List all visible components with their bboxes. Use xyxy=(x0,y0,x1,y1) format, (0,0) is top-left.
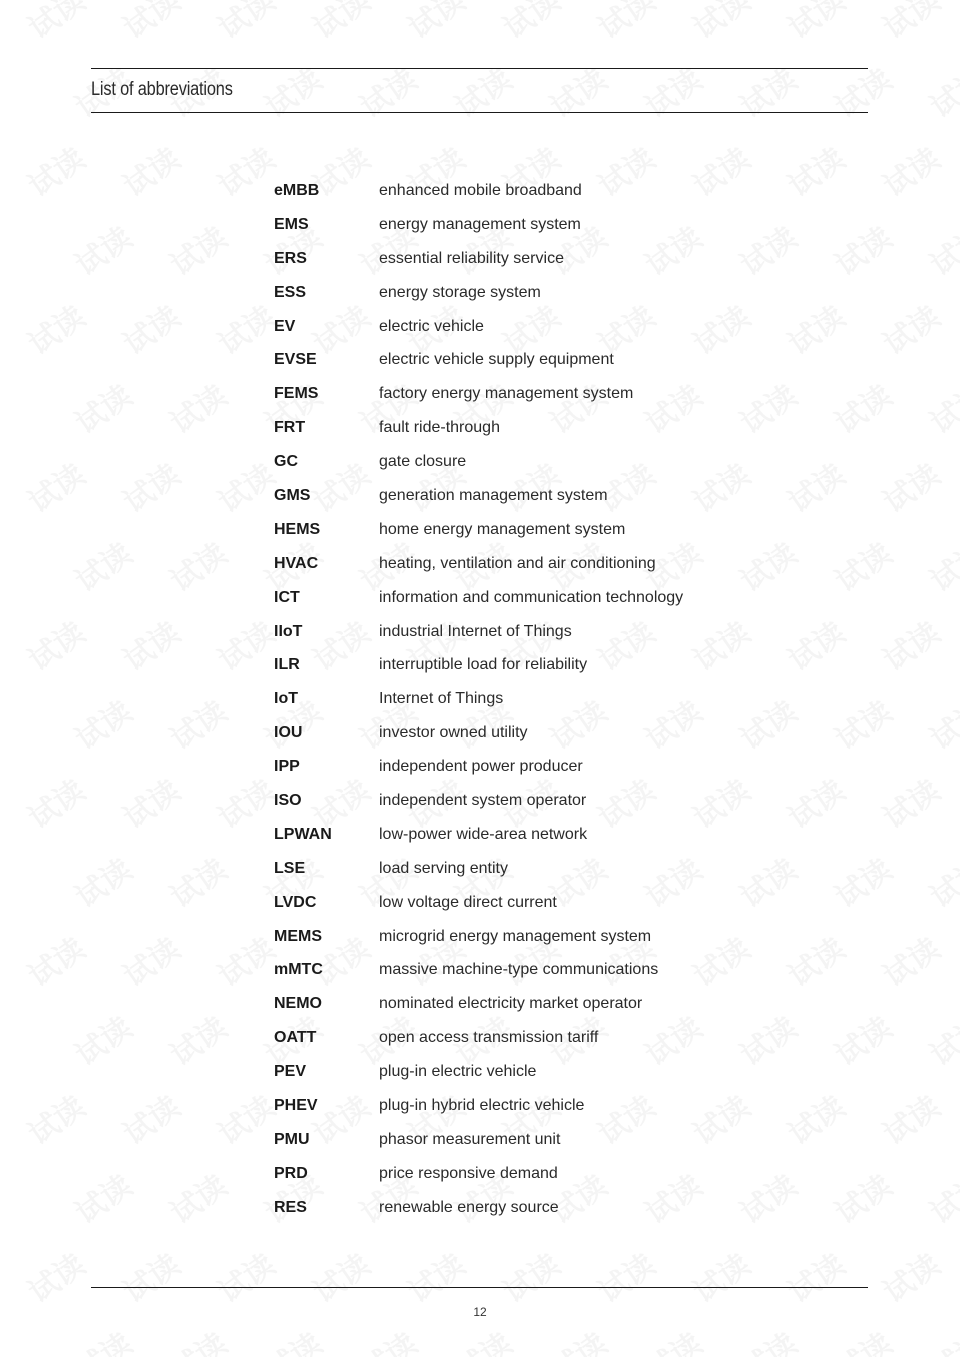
watermark-glyph xyxy=(873,135,947,205)
watermark-glyph xyxy=(350,1320,424,1357)
watermark-glyph xyxy=(398,1241,472,1311)
watermark-glyph xyxy=(303,1241,377,1311)
abbreviation-row xyxy=(274,987,834,1021)
abbreviation-term: PMU xyxy=(274,1130,310,1148)
abbreviation-term: PHEV xyxy=(274,1096,318,1114)
watermark-glyph xyxy=(445,1320,519,1357)
watermark-glyph xyxy=(113,293,187,363)
abbreviation-definition: open access transmission tariff xyxy=(379,1029,599,1047)
abbreviation-definition: interruptible load for reliability xyxy=(379,656,588,674)
watermark-glyph xyxy=(540,56,614,126)
abbreviation-term: HVAC xyxy=(274,554,319,572)
abbreviation-definition: phasor measurement unit xyxy=(379,1130,561,1148)
watermark-glyph xyxy=(778,0,852,47)
watermark-glyph xyxy=(113,609,187,679)
abbreviation-row xyxy=(274,920,834,954)
watermark-glyph xyxy=(588,1241,662,1311)
watermark-glyph xyxy=(255,1320,329,1357)
abbreviation-row xyxy=(274,411,834,445)
abbreviation-definition: low-power wide-area network xyxy=(379,825,588,843)
abbreviation-definition: fault ride-through xyxy=(379,419,500,437)
watermark-glyph xyxy=(825,56,899,126)
watermark-glyph xyxy=(208,293,282,363)
watermark-glyph xyxy=(825,688,899,758)
watermark-glyph xyxy=(920,214,960,284)
watermark-glyph xyxy=(873,1241,947,1311)
abbreviation-term: LSE xyxy=(274,859,306,877)
abbreviation-row xyxy=(274,886,834,920)
abbreviation-definition: energy storage system xyxy=(379,283,541,301)
watermark-glyph xyxy=(825,530,899,600)
watermark-glyph xyxy=(683,1241,757,1311)
watermark-glyph xyxy=(18,925,92,995)
abbreviation-row xyxy=(274,310,834,344)
abbreviation-definition: industrial Internet of Things xyxy=(379,622,572,640)
watermark-glyph xyxy=(920,1162,960,1232)
abbreviation-definition: home energy management system xyxy=(379,520,626,538)
abbreviation-definition: massive machine-type communications xyxy=(379,961,659,979)
abbreviation-term: PRD xyxy=(274,1164,308,1182)
watermark-glyph xyxy=(113,0,187,47)
abbreviation-definition: information and communication technology xyxy=(379,588,684,606)
abbreviation-term: EMS xyxy=(274,215,309,233)
abbreviation-row xyxy=(274,1191,834,1225)
abbreviation-term: RES xyxy=(274,1198,307,1216)
abbreviation-row xyxy=(274,513,834,547)
abbreviation-row xyxy=(274,682,834,716)
watermark-glyph xyxy=(825,1320,899,1357)
abbreviation-definition: enhanced mobile broadband xyxy=(379,181,582,199)
watermark-glyph xyxy=(730,56,804,126)
watermark-glyph xyxy=(113,1083,187,1153)
abbreviation-row xyxy=(274,818,834,852)
watermark-glyph xyxy=(208,1241,282,1311)
watermark-glyph xyxy=(160,688,234,758)
abbreviation-row xyxy=(274,479,834,513)
abbreviation-term: MEMS xyxy=(274,927,322,945)
abbreviation-definition: investor owned utility xyxy=(379,724,528,742)
abbreviation-definition: price responsive demand xyxy=(379,1164,558,1182)
abbreviation-term: ISO xyxy=(274,791,302,809)
watermark-glyph xyxy=(65,530,139,600)
abbreviation-row xyxy=(274,445,834,479)
abbreviation-definition: microgrid energy management system xyxy=(379,927,652,945)
watermark-glyph xyxy=(635,56,709,126)
abbreviation-row xyxy=(274,276,834,310)
watermark-glyph xyxy=(445,56,519,126)
abbreviation-row xyxy=(274,1123,834,1157)
watermark-glyph xyxy=(825,846,899,916)
watermark-glyph xyxy=(65,214,139,284)
abbreviation-row xyxy=(274,784,834,818)
watermark-glyph xyxy=(113,925,187,995)
watermark-glyph xyxy=(588,0,662,47)
abbreviation-term: NEMO xyxy=(274,995,322,1013)
abbreviation-row xyxy=(274,1021,834,1055)
abbreviation-definition: factory energy management system xyxy=(379,385,634,403)
abbreviation-definition: independent system operator xyxy=(379,791,587,809)
abbreviation-row xyxy=(274,953,834,987)
watermark-glyph xyxy=(208,135,282,205)
abbreviation-term: eMBB xyxy=(274,181,320,199)
abbreviation-definition: generation management system xyxy=(379,486,608,504)
abbreviation-term: HEMS xyxy=(274,520,321,538)
abbreviation-term: EVSE xyxy=(274,351,317,369)
watermark-glyph xyxy=(208,451,282,521)
watermark-glyph xyxy=(160,1004,234,1074)
watermark-glyph xyxy=(113,1241,187,1311)
watermark-glyph xyxy=(160,846,234,916)
watermark-glyph xyxy=(208,925,282,995)
watermark-glyph xyxy=(208,1083,282,1153)
watermark-glyph xyxy=(873,609,947,679)
watermark-glyph xyxy=(208,0,282,47)
abbreviation-row xyxy=(274,750,834,784)
abbreviation-definition: Internet of Things xyxy=(379,690,504,708)
abbreviation-row xyxy=(274,1089,834,1123)
header-top-rule xyxy=(91,68,868,69)
watermark-glyph xyxy=(65,372,139,442)
abbreviation-term: IoT xyxy=(274,690,298,708)
abbreviation-definition: electric vehicle xyxy=(379,317,484,335)
header-bottom-rule xyxy=(91,112,868,113)
watermark-glyph xyxy=(920,688,960,758)
abbreviation-row xyxy=(274,852,834,886)
abbreviation-definition: essential reliability service xyxy=(379,249,564,267)
watermark-glyph xyxy=(113,451,187,521)
abbreviation-row xyxy=(274,174,834,208)
watermark-glyph xyxy=(350,56,424,126)
watermark-glyph xyxy=(778,1241,852,1311)
abbreviation-term: ILR xyxy=(274,656,300,674)
watermark-glyph xyxy=(493,1241,567,1311)
watermark-glyph xyxy=(920,1004,960,1074)
abbreviation-definition: plug-in hybrid electric vehicle xyxy=(379,1096,585,1114)
watermark-glyph xyxy=(18,609,92,679)
watermark-glyph xyxy=(65,1162,139,1232)
watermark-glyph xyxy=(65,688,139,758)
abbreviation-term: ERS xyxy=(274,249,307,267)
abbreviation-term: mMTC xyxy=(274,961,323,979)
watermark-glyph xyxy=(65,846,139,916)
footer-rule xyxy=(91,1287,868,1288)
abbreviation-term: OATT xyxy=(274,1029,317,1047)
watermark-glyph xyxy=(920,372,960,442)
page-number: 12 xyxy=(473,1305,487,1319)
watermark-glyph xyxy=(873,0,947,47)
abbreviation-term: IIoT xyxy=(274,622,303,640)
watermark-glyph xyxy=(493,0,567,47)
watermark-glyph xyxy=(825,1162,899,1232)
abbreviation-row xyxy=(274,343,834,377)
abbreviation-row xyxy=(274,615,834,649)
watermark-glyph xyxy=(873,1083,947,1153)
watermark-glyph xyxy=(398,0,472,47)
abbreviation-definition: nominated electricity market operator xyxy=(379,995,643,1013)
abbreviation-row xyxy=(274,547,834,581)
watermark-glyph xyxy=(540,1320,614,1357)
abbreviation-row xyxy=(274,1157,834,1191)
abbreviation-list xyxy=(274,174,834,1225)
abbreviation-row xyxy=(274,242,834,276)
abbreviation-term: EV xyxy=(274,317,296,335)
watermark-glyph xyxy=(160,214,234,284)
abbreviation-definition: renewable energy source xyxy=(379,1198,559,1216)
watermark-glyph xyxy=(160,372,234,442)
abbreviation-term: LVDC xyxy=(274,893,317,911)
abbreviation-row xyxy=(274,716,834,750)
watermark-glyph xyxy=(825,214,899,284)
watermark-glyph xyxy=(18,451,92,521)
abbreviation-term: ESS xyxy=(274,283,307,301)
abbreviation-term: FEMS xyxy=(274,385,319,403)
abbreviation-term: LPWAN xyxy=(274,825,332,843)
watermark-glyph xyxy=(873,925,947,995)
abbreviation-row xyxy=(274,1055,834,1089)
abbreviation-definition: independent power producer xyxy=(379,758,583,776)
watermark-glyph xyxy=(18,135,92,205)
abbreviation-definition: low voltage direct current xyxy=(379,893,557,911)
abbreviation-definition: energy management system xyxy=(379,215,581,233)
watermark-glyph xyxy=(65,1004,139,1074)
watermark-glyph xyxy=(825,1004,899,1074)
page-header-title: List of abbreviations xyxy=(91,79,233,100)
watermark-glyph xyxy=(113,767,187,837)
abbreviation-row xyxy=(274,208,834,242)
watermark-glyph xyxy=(65,1320,139,1357)
abbreviation-term: IPP xyxy=(274,758,300,776)
abbreviation-definition: load serving entity xyxy=(379,859,508,877)
abbreviation-term: IOU xyxy=(274,724,303,742)
abbreviation-term: FRT xyxy=(274,419,306,437)
watermark-glyph xyxy=(730,1320,804,1357)
abbreviation-term: PEV xyxy=(274,1063,307,1081)
watermark-glyph xyxy=(160,530,234,600)
watermark-glyph xyxy=(873,293,947,363)
watermark-glyph xyxy=(208,767,282,837)
abbreviation-row xyxy=(274,581,834,615)
abbreviation-row xyxy=(274,648,834,682)
watermark-glyph xyxy=(113,135,187,205)
abbreviation-term: ICT xyxy=(274,588,300,606)
abbreviation-definition: plug-in electric vehicle xyxy=(379,1063,537,1081)
watermark-glyph xyxy=(920,530,960,600)
watermark-glyph xyxy=(208,609,282,679)
watermark-glyph xyxy=(920,846,960,916)
watermark-glyph xyxy=(873,451,947,521)
watermark-glyph xyxy=(873,767,947,837)
watermark-glyph xyxy=(825,372,899,442)
watermark-glyph xyxy=(303,0,377,47)
watermark-glyph xyxy=(255,56,329,126)
watermark-glyph xyxy=(18,1083,92,1153)
abbreviation-row xyxy=(274,377,834,411)
watermark-glyph xyxy=(160,1162,234,1232)
watermark-glyph xyxy=(18,767,92,837)
watermark-glyph xyxy=(18,293,92,363)
watermark-glyph xyxy=(18,1241,92,1311)
abbreviation-definition: gate closure xyxy=(379,453,467,471)
watermark-glyph xyxy=(635,1320,709,1357)
watermark-glyph xyxy=(18,0,92,47)
abbreviation-definition: electric vehicle supply equipment xyxy=(379,351,614,369)
abbreviation-term: GC xyxy=(274,453,298,471)
watermark-glyph xyxy=(920,56,960,126)
abbreviation-term: GMS xyxy=(274,486,311,504)
watermark-glyph xyxy=(920,1320,960,1357)
abbreviation-definition: heating, ventilation and air conditioning xyxy=(379,554,656,572)
watermark-glyph xyxy=(160,1320,234,1357)
watermark-glyph xyxy=(683,0,757,47)
